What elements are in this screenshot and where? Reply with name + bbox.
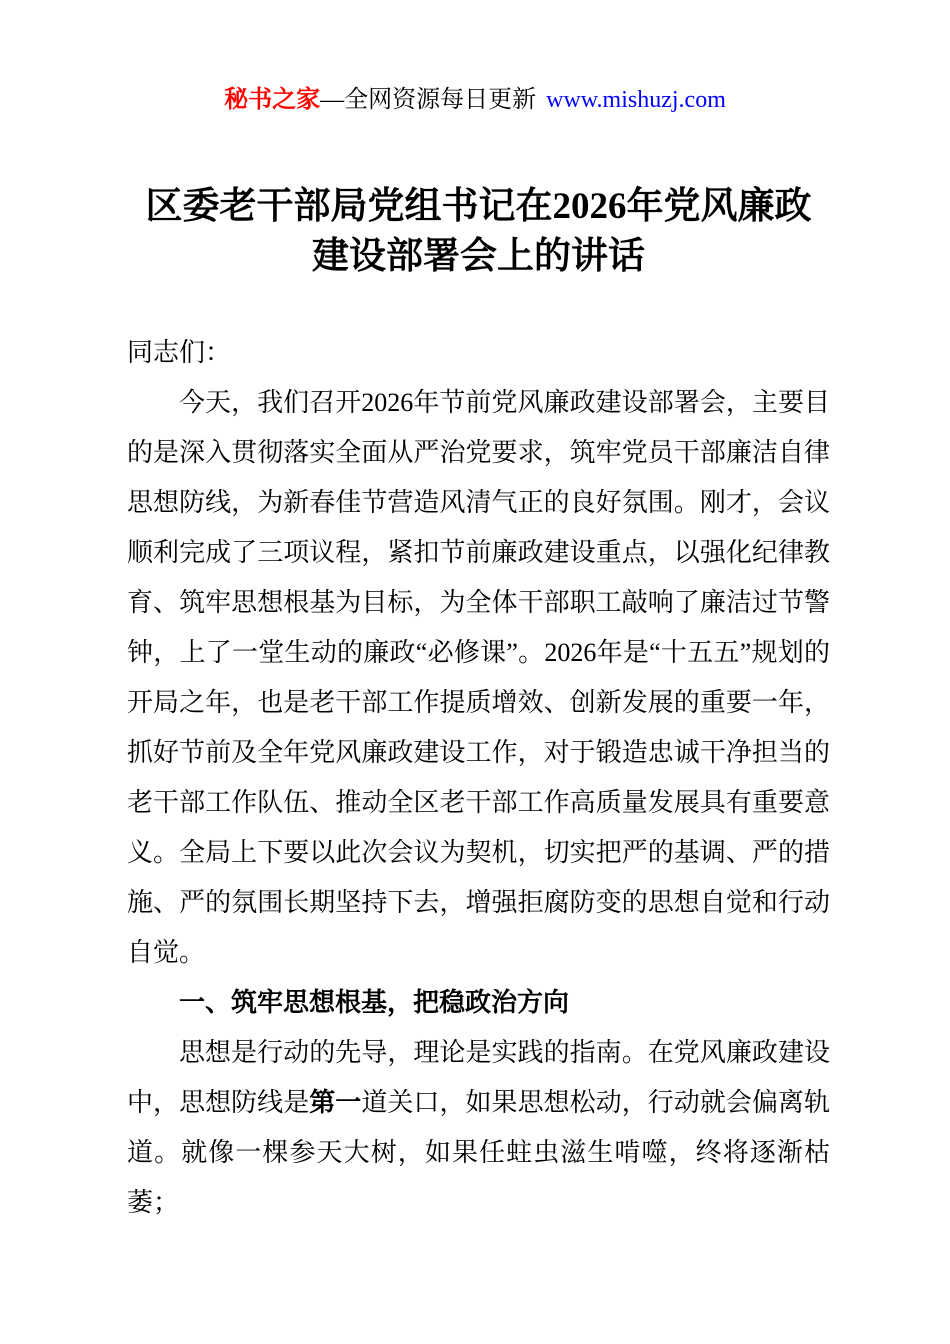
brand-dash: — bbox=[320, 87, 345, 113]
section-heading-1: 一、筑牢思想根基，把稳政治方向 bbox=[179, 988, 570, 1017]
site-header bbox=[0, 0, 950, 116]
paragraph-2-segment-1: 思想是行动的先导，理论是实践的指南。在党风廉政建设中，思想防线是 bbox=[127, 1038, 830, 1117]
document-title-line-2: 建设部署会上的讲话 bbox=[312, 236, 645, 277]
paragraph-1: 今天，我们召开2026年节前党风廉政建设部署会，主要目的是深入贯彻落实全面从严治党要求，筑牢党员干部廉洁自律思想防线，为新春佳节营造风清气正的良好氛围。刚才，会议顺利完成了三项议程，紧扣节前廉政建设重点，以强化纪律教育、筑牢思想根基为目标，为全体干部职工敲响了廉洁过节警钟，上了一堂生动的廉政“必修课”。2026年是“十五五”规划的开局之年，也是老干部工作提质增效、创新发展的重要一年，抓好节前及全年党风廉政建设工作，对于锻造忠诚干净担当的老干部工作队伍、推动全区老干部工作高质量发展具有重要意义。全局上下要以此次会议为契机，切实把严的基调、严的措施、严的氛围长期坚持下去，增强拒腐防变的思想自觉和行动自觉。 bbox=[127, 388, 830, 967]
paragraph-2 bbox=[127, 1028, 830, 1228]
paragraph-2-bold-text: 第一 bbox=[309, 1088, 362, 1117]
salutation: 同志们： bbox=[127, 338, 232, 367]
paragraph-2-segment-2: 道关口，如果思想松动，行动就会偏离轨道。就像一棵参天大树，如果任蛀虫滋生啃噬，终将逐渐枯萎； bbox=[127, 1088, 830, 1217]
site-tagline: 全网资源每日更新 bbox=[344, 87, 537, 113]
document-body bbox=[127, 328, 830, 1228]
site-brand: 秘书之家 bbox=[224, 87, 321, 113]
document-title-line-1: 区委老干部局党组书记在2026年党风廉政 bbox=[145, 186, 812, 227]
site-url-link[interactable]: www.mishuzj.com bbox=[546, 87, 726, 113]
document-title bbox=[127, 182, 830, 282]
